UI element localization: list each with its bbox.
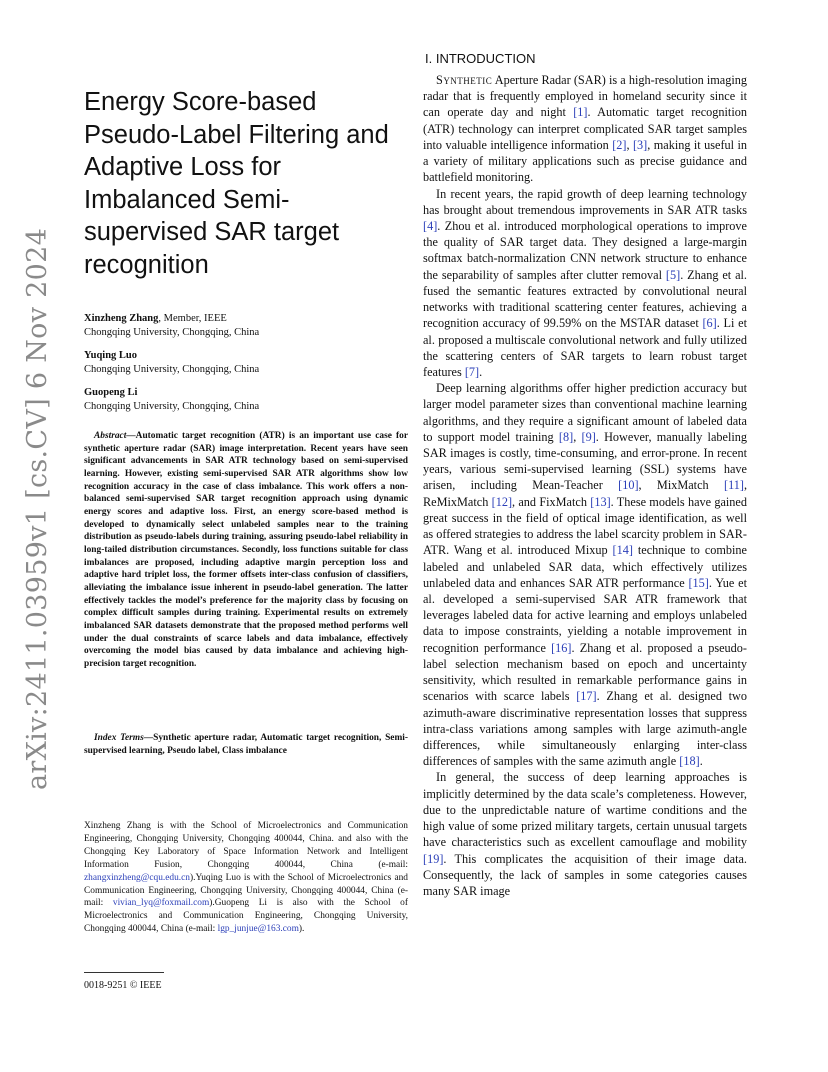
abstract-label: Abstract [94,431,127,441]
author-entry [84,386,414,414]
footnote-rule [84,972,164,973]
paragraph: In general, the success of deep learning approaches is implicitly determined by the data scale’s completeness. However, due to the unpredictable nature of wartime conditions and the high value of some prized military targets, certain unusual targets have characteristics such as excellent camouflage and mobility [19]. This complicates the acquisition of their image data. Consequently, the lack of samples in some categories causes many SAR image [423,770,747,898]
section-heading: I. INTRODUCTION [425,51,536,66]
abstract-text: —Automatic target recognition (ATR) is an important use case for synthetic aperture radar (SAR) image interpretation. Recent years have seen significant advancements in SAR ATR technology based on semi-supervised learning. However, existing semi-supervised SAR ATR algorithms show low recognition accuracy in the case of class imbalance. This work offers a non-balanced semi-supervised SAR target recognition approach using dynamic energy scores and adaptive loss. First, an energy score-based method is developed to dynamically select unlabeled samples near to the training distribution as pseudo-labels during training, assuring pseudo-label reliability in long-tailed distribution circumstances. Secondly, loss functions suitable for class imbalances are proposed, including adaptive margin perception loss and adaptive hard triplet loss, the former offsets inter-class confusion of classifiers, alleviating the imbalance issue inherent in pseudo-label generation. The latter effectively tackles the model’s preference for the majority class by focusing on complex difficult samples during training. Experimental results on extremely imbalanced SAR datasets demonstrate that the proposed method performs well under the dual constraints of scarce labels and data imbalance, effectively overcoming the model bias caused by data imbalance and achieving high-precision target recognition. [84,431,408,669]
footnote-text: ). [298,924,305,935]
citation-link[interactable]: [9] [581,429,596,444]
author-affiliation: Chongqing University, Chongqing, China [84,327,260,338]
author-affiliation: Chongqing University, Chongqing, China [84,364,260,375]
arxiv-identifier: arXiv:2411.03959v1 [cs.CV] 6 Nov 2024 [22,227,53,790]
abstract [84,430,408,670]
citation-link[interactable]: [1] [573,105,588,120]
index-terms-text: —Synthetic aperture radar, Automatic target recognition, Semi-supervised learning, Pseudo label, Class imbalance [84,733,408,756]
citation-link[interactable]: [3] [632,137,648,152]
paragraph: Deep learning algorithms offer higher prediction accuracy but larger model parameter sizes than conventional machine learning algorithms, and they require a significant amount of labeled data to support model training [8], [9]. However, manually labeling SAR images is costly, time-consuming, and error-prone. In recent years, various semi-supervised learning (SSL) systems have arisen, including Mean-Teacher [10], MixMatch [11], ReMixMatch [12], and FixMatch [13]. These models have gained great success in the field of optical image identification, as well as offered strategies to address the label scarcity problem in SAR-ATR. Wang et al. introduced Mixup [14] technique to combine labeled and unlabeled SAR data, which effectively utilizes unlabeled data and enhances SAR ATR performance [15]. Yue et al. developed a semi-supervised SAR ATR framework that leverages labeled data for active learning and employs unlabeled data to impose constraints, yielding a notable improvement in recognition performance [16]. Zhang et al. proposed a pseudo-label selection mechanism based on epoch and uncertainty sensitivity, which resulted in remarkable performance gains in scenarios with scarce labels [17]. Zhang et al. designed two azimuth-aware discriminative representation losses that suppress intra-class variations among samples with large azimuth-angle differences, while simultaneously enlarging inter-class differences of samples with the same azimuth angle [18]. [423,381,748,769]
author-name: Yuqing Luo [84,350,138,361]
copyright-notice: 0018-9251 © IEEE [84,980,162,991]
email-link[interactable]: lgp_junjue@163.com [217,924,299,935]
author-footnote [84,820,408,936]
citation-link[interactable]: [14] [612,543,633,558]
citation-link[interactable]: [4] [423,218,438,233]
citation-link[interactable]: [11] [723,478,744,493]
citation-link[interactable]: [6] [702,316,717,331]
email-link[interactable]: vivian_lyq@foxmail.com [112,898,210,909]
index-terms [84,732,408,757]
footnote-text: Xinzheng Zhang is with the School of Microelectronics and Communication Engineering, Chongqing University, Chongqing 400044, China. and also with the Chongqing Key Laboratory of Space Information Network and Intelligent Information Fusion, Chongqing 400044, China (e-mail: [84,821,408,870]
footnote-text: ).Guopeng Li is also with the School of Microelectronics and Communication Engineering, Chongqing University, Chongqing 400044, China (e-mail: [84,898,408,935]
citation-link[interactable]: [18] [679,754,700,769]
paragraph: Synthetic Aperture Radar (SAR) is a high-resolution imaging radar that is frequently employed in homeland security since it can operate day and night [1]. Automatic target recognition (ATR) technology can interpret complicated SAR target samples into valuable intelligence information [2], [3], making it useful in a variety of military applications such as precise guidance and battlefield monitoring. [423,73,747,185]
author-role: , Member, IEEE [158,313,227,324]
author-entry [84,349,414,377]
author-entry [84,312,414,340]
citation-link[interactable]: [5] [665,267,681,282]
citation-link[interactable]: [15] [688,575,709,590]
citation-link[interactable]: [13] [590,494,611,509]
citation-link[interactable]: [8] [558,429,574,444]
introduction-body [423,72,747,899]
author-name: Guopeng Li [84,387,138,398]
citation-link[interactable]: [7] [464,364,480,379]
citation-link[interactable]: [12] [491,494,513,509]
email-link[interactable]: zhangxinzheng@cqu.edu.cn [84,872,190,883]
citation-link[interactable]: [16] [551,640,572,655]
footnote-text: ).Yuqing Luo is with the School of Microelectronics and Communication Engineering, Chongqing University, Chongqing 400044, China (e-mail: [84,872,408,909]
paragraph: In recent years, the rapid growth of deep learning technology has brought about tremendous improvements in SAR ATR tasks [4]. Zhou et al. introduced morphological operations to improve the quality of SAR target data. They designed a large-margin softmax batch-normalization CNN network structure to enhance the separability of samples after clutter removal [5]. Zhang et al. fused the semantic features extracted by convolutional neural networks with traditional scattering center features, achieving a recognition accuracy of 99.59% on the MSTAR dataset [6]. Li et al. proposed a multiscale convolutional network and fully utilized the scattering centers of SAR targets to learn robust target features [7]. [423,186,747,379]
paper-title: Energy Score-based Pseudo-Label Filtering and Adaptive Loss for Imbalanced Semi-supervised SAR target recognition [84,88,389,279]
citation-link[interactable]: [2] [612,137,627,152]
index-terms-label: Index Terms [94,733,144,743]
drop-word: Synthetic [436,73,493,87]
author-name: Xinzheng Zhang [84,313,159,324]
citation-link[interactable]: [17] [576,689,597,704]
author-block [84,312,414,423]
author-affiliation: Chongqing University, Chongqing, China [84,401,260,412]
citation-link[interactable]: [19] [423,851,444,866]
citation-link[interactable]: [10] [618,478,639,493]
